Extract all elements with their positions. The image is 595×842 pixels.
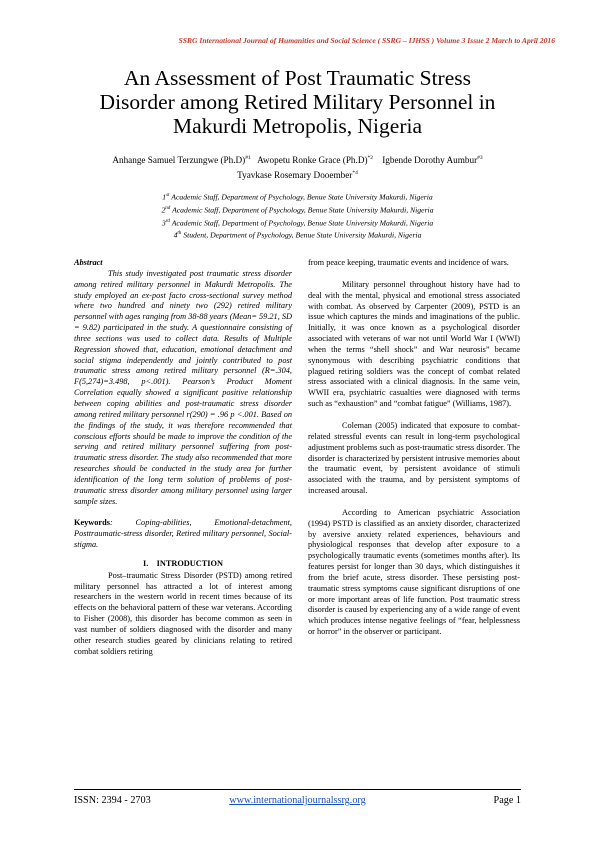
affiliation-2-number: 2 xyxy=(161,205,166,215)
affiliation-1 xyxy=(40,190,555,203)
abstract-text: This study investigated post traumatic stress disorder among retired military personnel in Makurdi Metropolis. The study employed an ex-post facto cross-sectional survey method where two hundred and ninety two (292) retired military personnel with ages ranging from 38-88 years (Mean= 59.21, SD = 9.82) participated in the study. A questionnaire consisting of three sections was used to collect data. Results of Multiple Regression showed that, education, emotional detachment and social stigma independently and jointly contributed to post traumatic stress among retired military personnel (R=.304, F(5,274)=3.498, p<.001). Pearson’s Product Moment Correlation equally showed a significant positive relationship between coping abilities and post-traumatic stress disorder among retired military personnel r(290) = .96 p <.001. Based on the findings of the study, it was therefore recommended that conscious efforts should be made to improve the condition of the serving and retired military personnel suffering from post-traumatic stress disorder. The study also recommended that more researches should be conducted in the study area for further identification of the long term solution of problems of post-traumatic stress disorder among military personnel using larger sample sizes. xyxy=(74,268,292,506)
left-column xyxy=(74,258,292,658)
affiliation-3-text: Academic Staff, Department of Psychology, Benue State University Makurdi, Nigeria xyxy=(171,218,434,228)
affiliations xyxy=(40,190,555,241)
intro-paragraph-3: Coleman (2005) indicated that exposure to combat-related stressful events can result in long-term psychological adjustment problems such as post-traumatic stress disorder. The disorder is characterized by persistent intrusive memories about the traumatic event, by persistent avoidance of stimuli associated with the trauma, and by persistent symptoms of increased arousal. xyxy=(308,420,520,496)
affiliation-1-text: Academic Staff, Department of Psychology, Benue State University Makurdi, Nigeria xyxy=(171,192,433,202)
affiliation-3 xyxy=(40,216,555,229)
author-line-2 xyxy=(30,167,565,182)
affiliation-4-suffix: th xyxy=(177,231,182,237)
footer-page-number: Page 1 xyxy=(493,795,521,806)
title-line-2: Disorder among Retired Military Personnel in xyxy=(99,90,496,114)
author-3-name: Igbende Dorothy Aumbur xyxy=(382,155,478,166)
affiliation-3-suffix: rd xyxy=(165,218,170,224)
keywords xyxy=(74,518,292,551)
title-line-3: Makurdi Metropolis, Nigeria xyxy=(173,114,422,138)
affiliation-2 xyxy=(40,203,555,216)
author-2-marker: *2 xyxy=(367,155,374,161)
affiliation-2-text: Academic Staff, Department of Psychology, Benue State University Makurdi, Nigeria xyxy=(172,205,434,215)
affiliation-1-number: 1 xyxy=(162,192,167,202)
author-3-marker: #3 xyxy=(477,155,483,161)
section-heading-introduction: I. INTRODUCTION xyxy=(143,558,223,568)
intro-paragraph-2: Military personnel throughout history have had to deal with the mental, physical and emotional stress associated with combat. As observed by Carpenter (2009), PSTD is an issue which captures the minds and imaginations of the public. Initially, it was once known as a psychological disorder associated with veterans of war not until World War I (WWI) when the terms “shell shock” and War neurosis” became synonymous with describing psychiatric conditions that plagued retiring soldiers was the concept of combat related stress associated with a clinical diagnosis. In the same vein, WWII era, psychiatric casualties were diagnosed with terms such as “exhaustion” and “combat fatigue” (Williams, 1987). xyxy=(308,279,520,409)
author-4-name: Tyavkase Rosemary Dooember xyxy=(237,169,353,180)
title-line-1: An Assessment of Post Traumatic Stress xyxy=(123,66,471,90)
intro-paragraph-1: Post–traumatic Stress Disorder (PSTD) among retired military personnel has attracted a lot of interest among researchers in the western world in recent times because of its effects on the behavioral pattern of these war veterans. According to Fisher (2008), this disorder has become common as seen in vast number of soldiers diagnosed with the disorder and many other research studies geared by clinicians relating to retired combat soldiers retiring xyxy=(74,570,292,656)
keywords-text: : Coping-abilities, Emotional-detachment, Posttraumatic-stress disorder, Retired military personnel, Social-stigma. xyxy=(74,518,292,550)
author-2-name: Awopetu Ronke Grace (Ph.D) xyxy=(257,155,368,166)
affiliation-4 xyxy=(40,228,555,241)
right-column xyxy=(308,258,520,638)
footer-issn: ISSN: 2394 - 2703 xyxy=(74,795,151,806)
footer-divider xyxy=(74,789,521,790)
journal-header: SSRG International Journal of Humanities and Social Science ( SSRG – IJHSS ) Volume 3 Issue 2 March to April 2016 xyxy=(178,36,555,45)
author-1-marker: #1 xyxy=(245,155,251,161)
affiliation-1-suffix: st xyxy=(166,193,170,198)
author-1-name: Anhange Samuel Terzungwe (Ph.D) xyxy=(112,155,246,166)
paper-title xyxy=(50,66,545,138)
author-line-1 xyxy=(30,152,565,167)
keywords-label: Keywords xyxy=(74,518,110,528)
author-4-marker: *4 xyxy=(352,169,358,176)
affiliation-2-suffix: nd xyxy=(165,205,171,211)
intro-paragraph-4: According to American psychiatric Association (1994) PSTD is classified as an anxiety disorder, characterized by aversive anxiety related experiences, behaviours and physiological responses that develop after exposure to a psychologically traumatic events (sometimes months after). Its features persist for longer than 30 days, which distinguishes it from the brief acute, stress disorder. These persisting post-traumatic stress symptoms cause significant disruptions of one or more important areas of life function. Post traumatic stress disorder is caused by experiencing any of a wide range of event which produces intense negative feelings of “fear, helplessness or horror” in the observer or participant. xyxy=(308,507,520,637)
footer-journal-link[interactable]: www.internationaljournalssrg.org xyxy=(229,795,366,806)
abstract-label: Abstract xyxy=(74,258,103,267)
affiliation-4-number: 4 xyxy=(173,230,178,240)
affiliation-4-text: Student, Department of Psychology, Benue State University Makurdi, Nigeria xyxy=(183,230,422,240)
author-list xyxy=(30,152,565,181)
affiliation-3-number: 3 xyxy=(161,218,166,228)
intro-paragraph-continued: from peace keeping, traumatic events and incidence of wars. xyxy=(308,258,509,267)
